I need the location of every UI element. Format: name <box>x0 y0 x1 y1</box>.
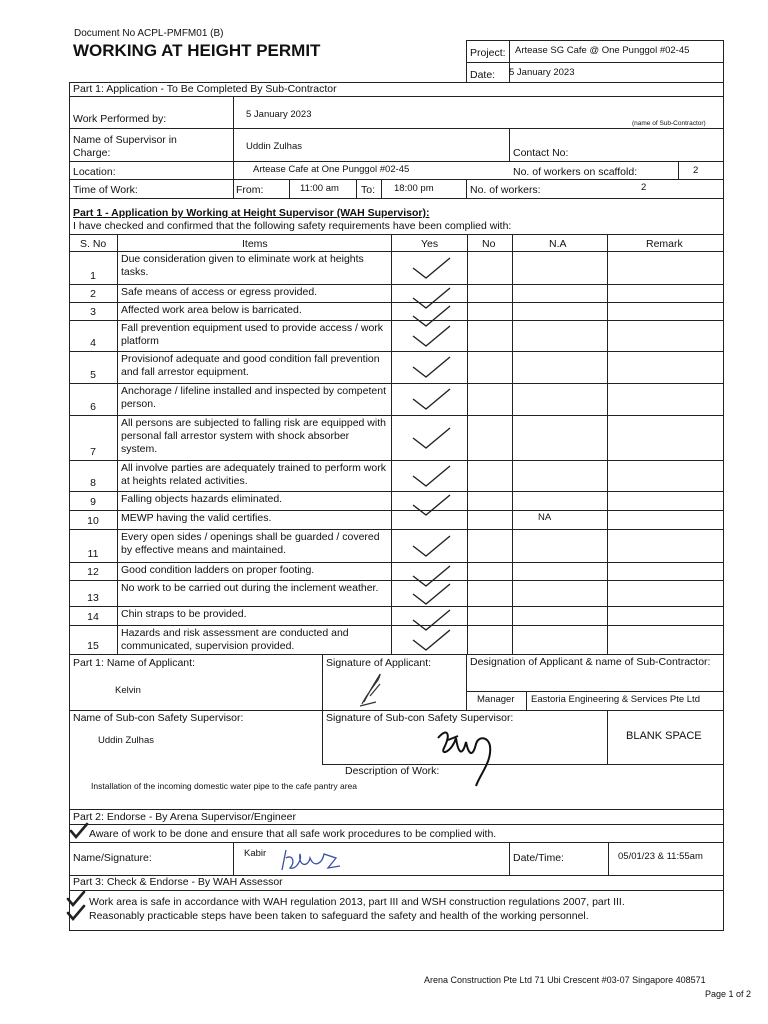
part3-heading: Part 3: Check & Endorse - By WAH Assessor <box>73 876 283 888</box>
work-performed-value: 5 January 2023 <box>246 109 312 120</box>
location-value: Artease Cafe at One Punggol #02-45 <box>253 164 410 175</box>
row-item-text: All involve parties are adequately trained to perform work at heights related activities. <box>121 462 386 487</box>
designation-company: Eastoria Engineering & Services Pte Ltd <box>531 694 700 705</box>
checklist-intro: I have checked and confirmed that the following safety requirements have been complied with: <box>73 220 512 232</box>
yes-check-icon <box>410 462 456 490</box>
supervisor-label-2: Charge: <box>73 147 111 159</box>
checklist-heading: Part 1 - Application by Working at Height Supervisor (WAH Supervisor): <box>73 207 430 219</box>
safety-supervisor-signature <box>432 722 496 794</box>
row-item-text: Affected work area below is barricated. <box>121 304 302 316</box>
row-number: 12 <box>87 566 99 578</box>
yes-check-icon <box>410 626 456 654</box>
row-number: 4 <box>90 337 96 349</box>
col-remark: Remark <box>646 238 683 250</box>
row-number: 14 <box>87 611 99 623</box>
row-number: 11 <box>87 548 99 560</box>
blank-space: BLANK SPACE <box>626 730 702 742</box>
yes-check-icon <box>410 353 456 381</box>
part1-heading: Part 1: Application - To Be Completed By Sub-Contractor <box>73 83 337 95</box>
workers-label: No. of workers: <box>470 184 541 196</box>
row-item-text: Due consideration given to eliminate work at heights tasks. <box>121 253 364 278</box>
check-icon <box>69 822 89 840</box>
time-label: Time of Work: <box>73 184 138 196</box>
datetime-label: Date/Time: <box>513 852 564 864</box>
col-na: N.A <box>549 238 567 250</box>
designation-label: Designation of Applicant & name of Sub-Contractor: <box>470 656 711 668</box>
yes-check-icon <box>410 491 456 519</box>
row-item-text: Chin straps to be provided. <box>121 608 247 620</box>
document-number: Document No ACPL-PMFM01 (B) <box>74 28 224 39</box>
scaffold-value: 2 <box>693 165 699 176</box>
row-item-text: Safe means of access or egress provided. <box>121 286 318 298</box>
row-number: 1 <box>90 270 96 282</box>
row-item-text: Falling objects hazards eliminated. <box>121 493 283 505</box>
from-value: 11:00 am <box>300 183 339 194</box>
yes-check-icon <box>410 532 456 560</box>
sig-applicant-label: Signature of Applicant: <box>326 657 432 669</box>
from-label: From: <box>236 184 264 196</box>
date-label: Date: <box>470 69 496 81</box>
yes-check-icon <box>410 385 456 413</box>
row-item-text: MEWP having the valid certifies. <box>121 512 272 524</box>
row-number: 3 <box>90 306 96 318</box>
yes-check-icon <box>410 254 456 282</box>
applicant-value: Kelvin <box>115 685 141 696</box>
col-yes: Yes <box>421 238 439 250</box>
col-sno: S. No <box>80 238 107 250</box>
part2-heading: Part 2: Endorse - By Arena Supervisor/Engineer <box>73 811 296 823</box>
row-number: 2 <box>90 288 96 300</box>
location-label: Location: <box>73 166 116 178</box>
page-title: WORKING AT HEIGHT PERMIT <box>73 41 321 60</box>
yes-check-icon <box>410 580 456 608</box>
yes-check-icon <box>410 424 456 452</box>
row-item-text: Anchorage / lifeline installed and inspected by competent person. <box>121 385 387 410</box>
description-label: Description of Work: <box>345 765 440 777</box>
row-item-text: Every open sides / openings shall be guarded / covered by effective means and maintained. <box>121 531 380 556</box>
row-item-text: Fall prevention equipment used to provide access / work platform <box>121 322 384 347</box>
to-label: To: <box>361 184 376 196</box>
to-value: 18:00 pm <box>394 183 434 194</box>
supervisor-value: Uddin Zulhas <box>246 141 302 152</box>
row-number: 5 <box>90 369 96 381</box>
row-item-text: Provisionof adequate and good condition fall prevention and fall arrestor equipment. <box>121 353 380 378</box>
contact-label: Contact No: <box>513 147 569 159</box>
page-number: Page 1 of 2 <box>705 989 752 999</box>
part2-aware: Aware of work to be done and ensure that all safe work procedures to be complied with. <box>89 828 497 840</box>
name-signature-label: Name/Signature: <box>73 852 152 864</box>
check-icon <box>66 904 86 922</box>
row-number: 8 <box>90 477 96 489</box>
row-na-mark: NA <box>538 512 552 523</box>
datetime-value: 05/01/23 & 11:55am <box>618 851 703 862</box>
col-no: No <box>482 238 496 250</box>
row-item-text: All persons are subjected to falling risk are equipped with personal fall arrestor system with shock absorber system. <box>121 417 386 455</box>
col-items: Items <box>242 238 268 250</box>
row-number: 15 <box>87 640 99 652</box>
row-item-text: No work to be carried out during the inclement weather. <box>121 582 379 594</box>
sig-safety-label: Signature of Sub-con Safety Supervisor: <box>326 712 514 724</box>
endorser-name: Kabir <box>244 848 267 859</box>
row-item-text: Good condition ladders on proper footing. <box>121 564 315 576</box>
row-number: 10 <box>87 515 99 527</box>
part3-line2: Reasonably practicable steps have been taken to safeguard the safety and health of the working personnel. <box>89 910 589 922</box>
designation-role: Manager <box>477 694 515 705</box>
row-number: 6 <box>90 401 96 413</box>
yes-check-icon <box>410 322 456 350</box>
description-value: Installation of the incoming domestic water pipe to the cafe pantry area <box>91 781 358 791</box>
work-performed-label: Work Performed by: <box>73 113 167 125</box>
endorser-signature <box>278 844 344 876</box>
subcon-note: (name of Sub-Contractor) <box>632 120 706 127</box>
date-value: 5 January 2023 <box>509 67 575 78</box>
applicant-signature <box>350 662 400 708</box>
footer-address: Arena Construction Pte Ltd 71 Ubi Crescent #03-07 Singapore 408571 <box>424 975 706 985</box>
row-number: 9 <box>90 496 96 508</box>
part3-line1: Work area is safe in accordance with WAH regulation 2013, part III and WSH construction regulations 2007, part III. <box>89 896 625 908</box>
row-number: 7 <box>90 446 96 458</box>
safety-sup-value: Uddin Zulhas <box>98 735 154 746</box>
row-number: 13 <box>87 592 99 604</box>
project-value: Artease SG Cafe @ One Punggol #02-45 <box>515 45 690 56</box>
safety-sup-label: Name of Sub-con Safety Supervisor: <box>73 712 244 724</box>
workers-value: 2 <box>641 182 647 193</box>
supervisor-label: Name of Supervisor in <box>73 134 177 146</box>
row-item-text: Hazards and risk assessment are conducted and communicated, supervision provided. <box>121 627 349 652</box>
scaffold-label: No. of workers on scaffold: <box>513 166 638 178</box>
project-label: Project: <box>470 47 506 59</box>
applicant-label: Part 1: Name of Applicant: <box>73 657 195 669</box>
